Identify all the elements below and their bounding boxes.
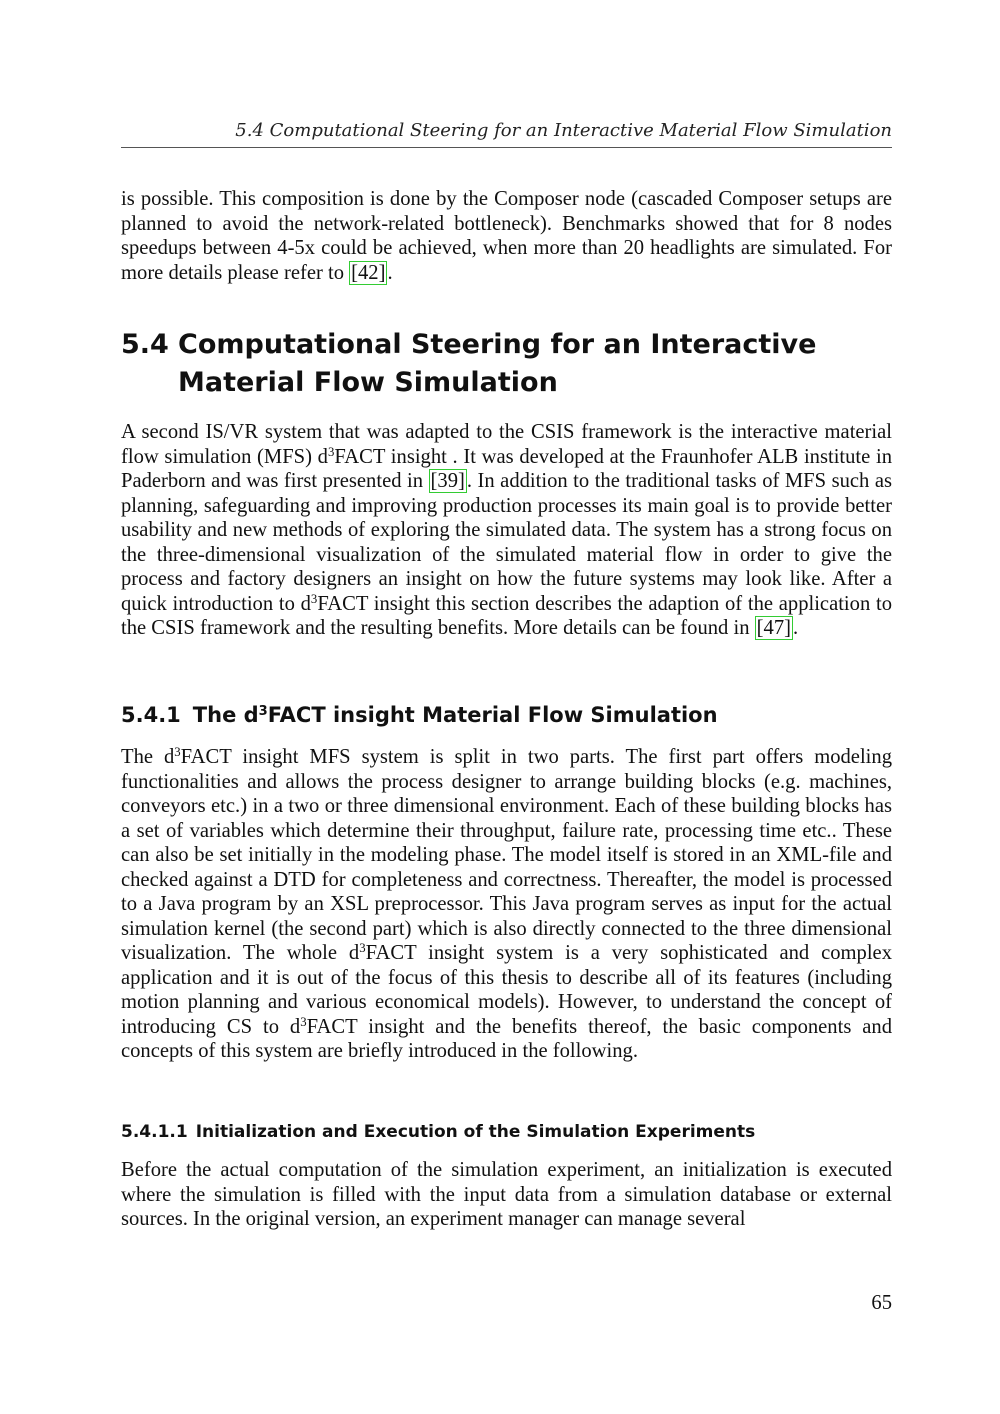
paragraph-text: A second IS/VR system that was adapted to the CSIS framework is the interactive material flow simulation (MFS) d — [121, 421, 892, 468]
paragraph-text: The d — [121, 746, 175, 768]
intro-paragraph — [121, 187, 892, 285]
superscript: 3 — [174, 744, 181, 759]
superscript: 3 — [258, 703, 268, 719]
citation-link[interactable]: [47] — [756, 617, 791, 639]
subsection-title-part: FACT insight Material Flow Simulation — [267, 703, 718, 727]
subsubsection-title: Initialization and Execution of the Simulation Experiments — [195, 1122, 756, 1142]
intro-text: is possible. This composition is done by the Composer node (cascaded Composer setups are planned to avoid the network-related bottleneck). Benchmarks showed that for 8 nodes speedups between 4-5x could be achieved, when more than 20 headlights are simulated. For more details please refer to — [121, 188, 892, 284]
subsection-title-part: The d — [192, 703, 259, 727]
subsection-title — [193, 703, 718, 727]
superscript: 3 — [359, 940, 366, 955]
subsection-number: 5.4.1 — [121, 703, 181, 727]
paragraph-text: FACT insight MFS system is split in two parts. The first part offers modeling functionalities and allows the process designer to arrange building blocks (e.g. machines, conveyors etc.) in a two or three dimensional environment. Each of these building blocks has a set of variables which determine their throughput, failure rate, processing time etc.. These can also be set initially in the modeling phase. The model itself is stored in an XML-file and checked against a DTD for completeness and correctness. Thereafter, the model is processed to a Java program by an XSL preprocessor. This Java program serves as input for the actual simulation kernel (the second part) which is also directly connected to the three dimensional visualization. The whole d — [121, 746, 892, 964]
citation-link[interactable]: [42] — [351, 261, 386, 284]
subsection-heading — [121, 700, 892, 730]
citation-link[interactable]: [39] — [430, 470, 465, 492]
subsection-paragraph — [121, 745, 892, 1064]
intro-text-end: . — [387, 261, 393, 284]
paragraph-text: FACT insight system is a very sophisticated and complex application and it is out of the focus of this thesis to describe all of its features (including motion planning and various economical models). However, to understand the concept of introducing CS to d — [121, 942, 892, 1038]
section-heading — [121, 326, 892, 402]
superscript: 3 — [310, 591, 318, 606]
section-number: 5.4 — [121, 329, 169, 360]
paragraph-text: . In addition to the traditional tasks of MFS such as planning, safeguarding and improving production processes its main goal is to provide better usability and new methods of exploring the simulated data. The system has a strong focus on the three-dimensional visualization of the simulated material flow in order to give the process and factory designers an insight on how the future systems may look like. After a quick introduction to d — [121, 470, 893, 615]
running-header: 5.4 Computational Steering for an Interactive Material Flow Simulation — [121, 120, 892, 148]
superscript: 3 — [327, 444, 335, 459]
page-number: 65 — [871, 1292, 892, 1314]
paragraph-text: . — [792, 617, 799, 639]
paragraph-text: FACT insight . It was developed at the Fraunhofer ALB institute in Paderborn and was first presented in — [121, 445, 892, 492]
paragraph-text: FACT insight this section describes the adaption of the application to the CSIS framework and the resulting benefits. More details can be found in — [121, 592, 892, 639]
paragraph-text: FACT insight and the benefits thereof, the basic components and concepts of this system are briefly introduced in the following. — [121, 1015, 892, 1062]
subsubsection-heading — [121, 1119, 892, 1145]
section-paragraph — [121, 420, 892, 641]
superscript: 3 — [300, 1014, 307, 1029]
subsubsection-number: 5.4.1.1 — [121, 1122, 188, 1142]
section-title: Computational Steering for an Interactive Material Flow Simulation — [178, 329, 817, 398]
subsubsection-paragraph: Before the actual computation of the simulation experiment, an initialization is executed where the simulation is filled with the input data from a simulation database or external sources. In the original version, an experiment manager can manage several — [121, 1159, 892, 1230]
